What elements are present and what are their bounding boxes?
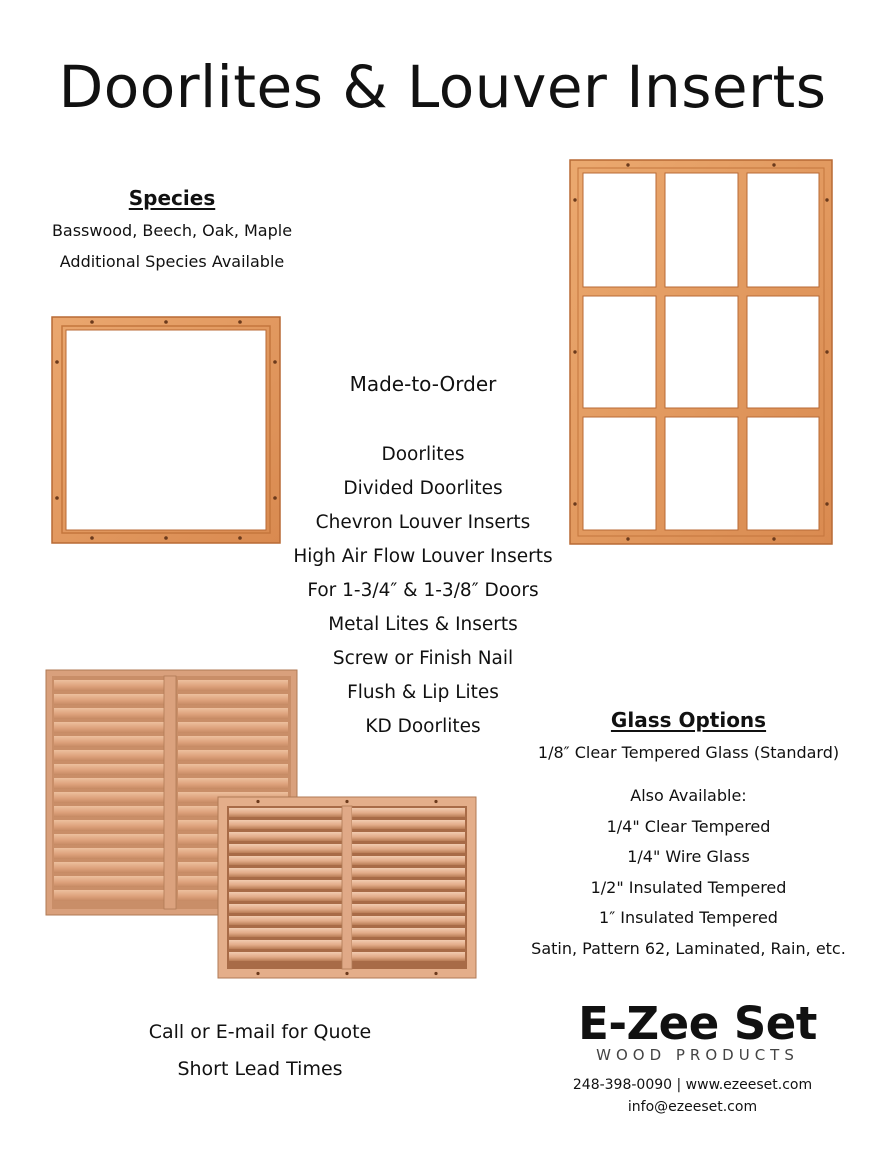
- company-tagline: WOOD PRODUCTS: [596, 1046, 799, 1064]
- contact-email[interactable]: info@ezeeset.com: [627, 1099, 758, 1115]
- glass-option: 1/2" Insulated Tempered: [590, 877, 787, 897]
- glass-options-list: [520, 785, 857, 969]
- lead-times: Short Lead Times: [177, 1058, 343, 1080]
- product-item: Divided Doorlites: [343, 478, 503, 499]
- chevron-louver-image: [218, 797, 476, 978]
- product-item: For 1-3/4″ & 1-3/8″ Doors: [307, 580, 539, 601]
- product-list: [273, 442, 573, 748]
- quote-cta: Call or E-mail for Quote: [148, 1021, 372, 1043]
- contact-phone-web[interactable]: 248-398-0090 | www.ezeeset.com: [572, 1077, 813, 1093]
- page-title: Doorlites & Louver Inserts: [58, 53, 827, 121]
- glass-option: 1/4" Clear Tempered: [606, 816, 771, 836]
- product-item: Screw or Finish Nail: [332, 648, 514, 669]
- glass-standard: 1/8″ Clear Tempered Glass (Standard): [537, 743, 840, 762]
- company-logo: E-Zee Set: [578, 997, 817, 1050]
- product-item: KD Doorlites: [365, 716, 481, 737]
- product-item: Chevron Louver Inserts: [315, 512, 531, 533]
- species-heading: Species: [128, 186, 216, 210]
- species-additional: Additional Species Available: [59, 252, 285, 271]
- product-item: Doorlites: [381, 444, 465, 465]
- product-item: High Air Flow Louver Inserts: [293, 546, 553, 567]
- product-item: Metal Lites & Inserts: [328, 614, 518, 635]
- also-available-label: Also Available:: [630, 786, 747, 805]
- glass-options-heading: Glass Options: [610, 708, 767, 732]
- glass-option: 1/4" Wire Glass: [627, 847, 750, 867]
- glass-option: 1″ Insulated Tempered: [599, 908, 778, 928]
- divided-doorlite-image: [570, 160, 832, 544]
- product-item: Flush & Lip Lites: [347, 682, 499, 703]
- made-to-order-heading: Made-to-Order: [349, 372, 497, 396]
- glass-option: Satin, Pattern 62, Laminated, Rain, etc.: [531, 938, 846, 958]
- doorlite-frame-image: [52, 317, 280, 543]
- species-list: Basswood, Beech, Oak, Maple: [51, 221, 293, 240]
